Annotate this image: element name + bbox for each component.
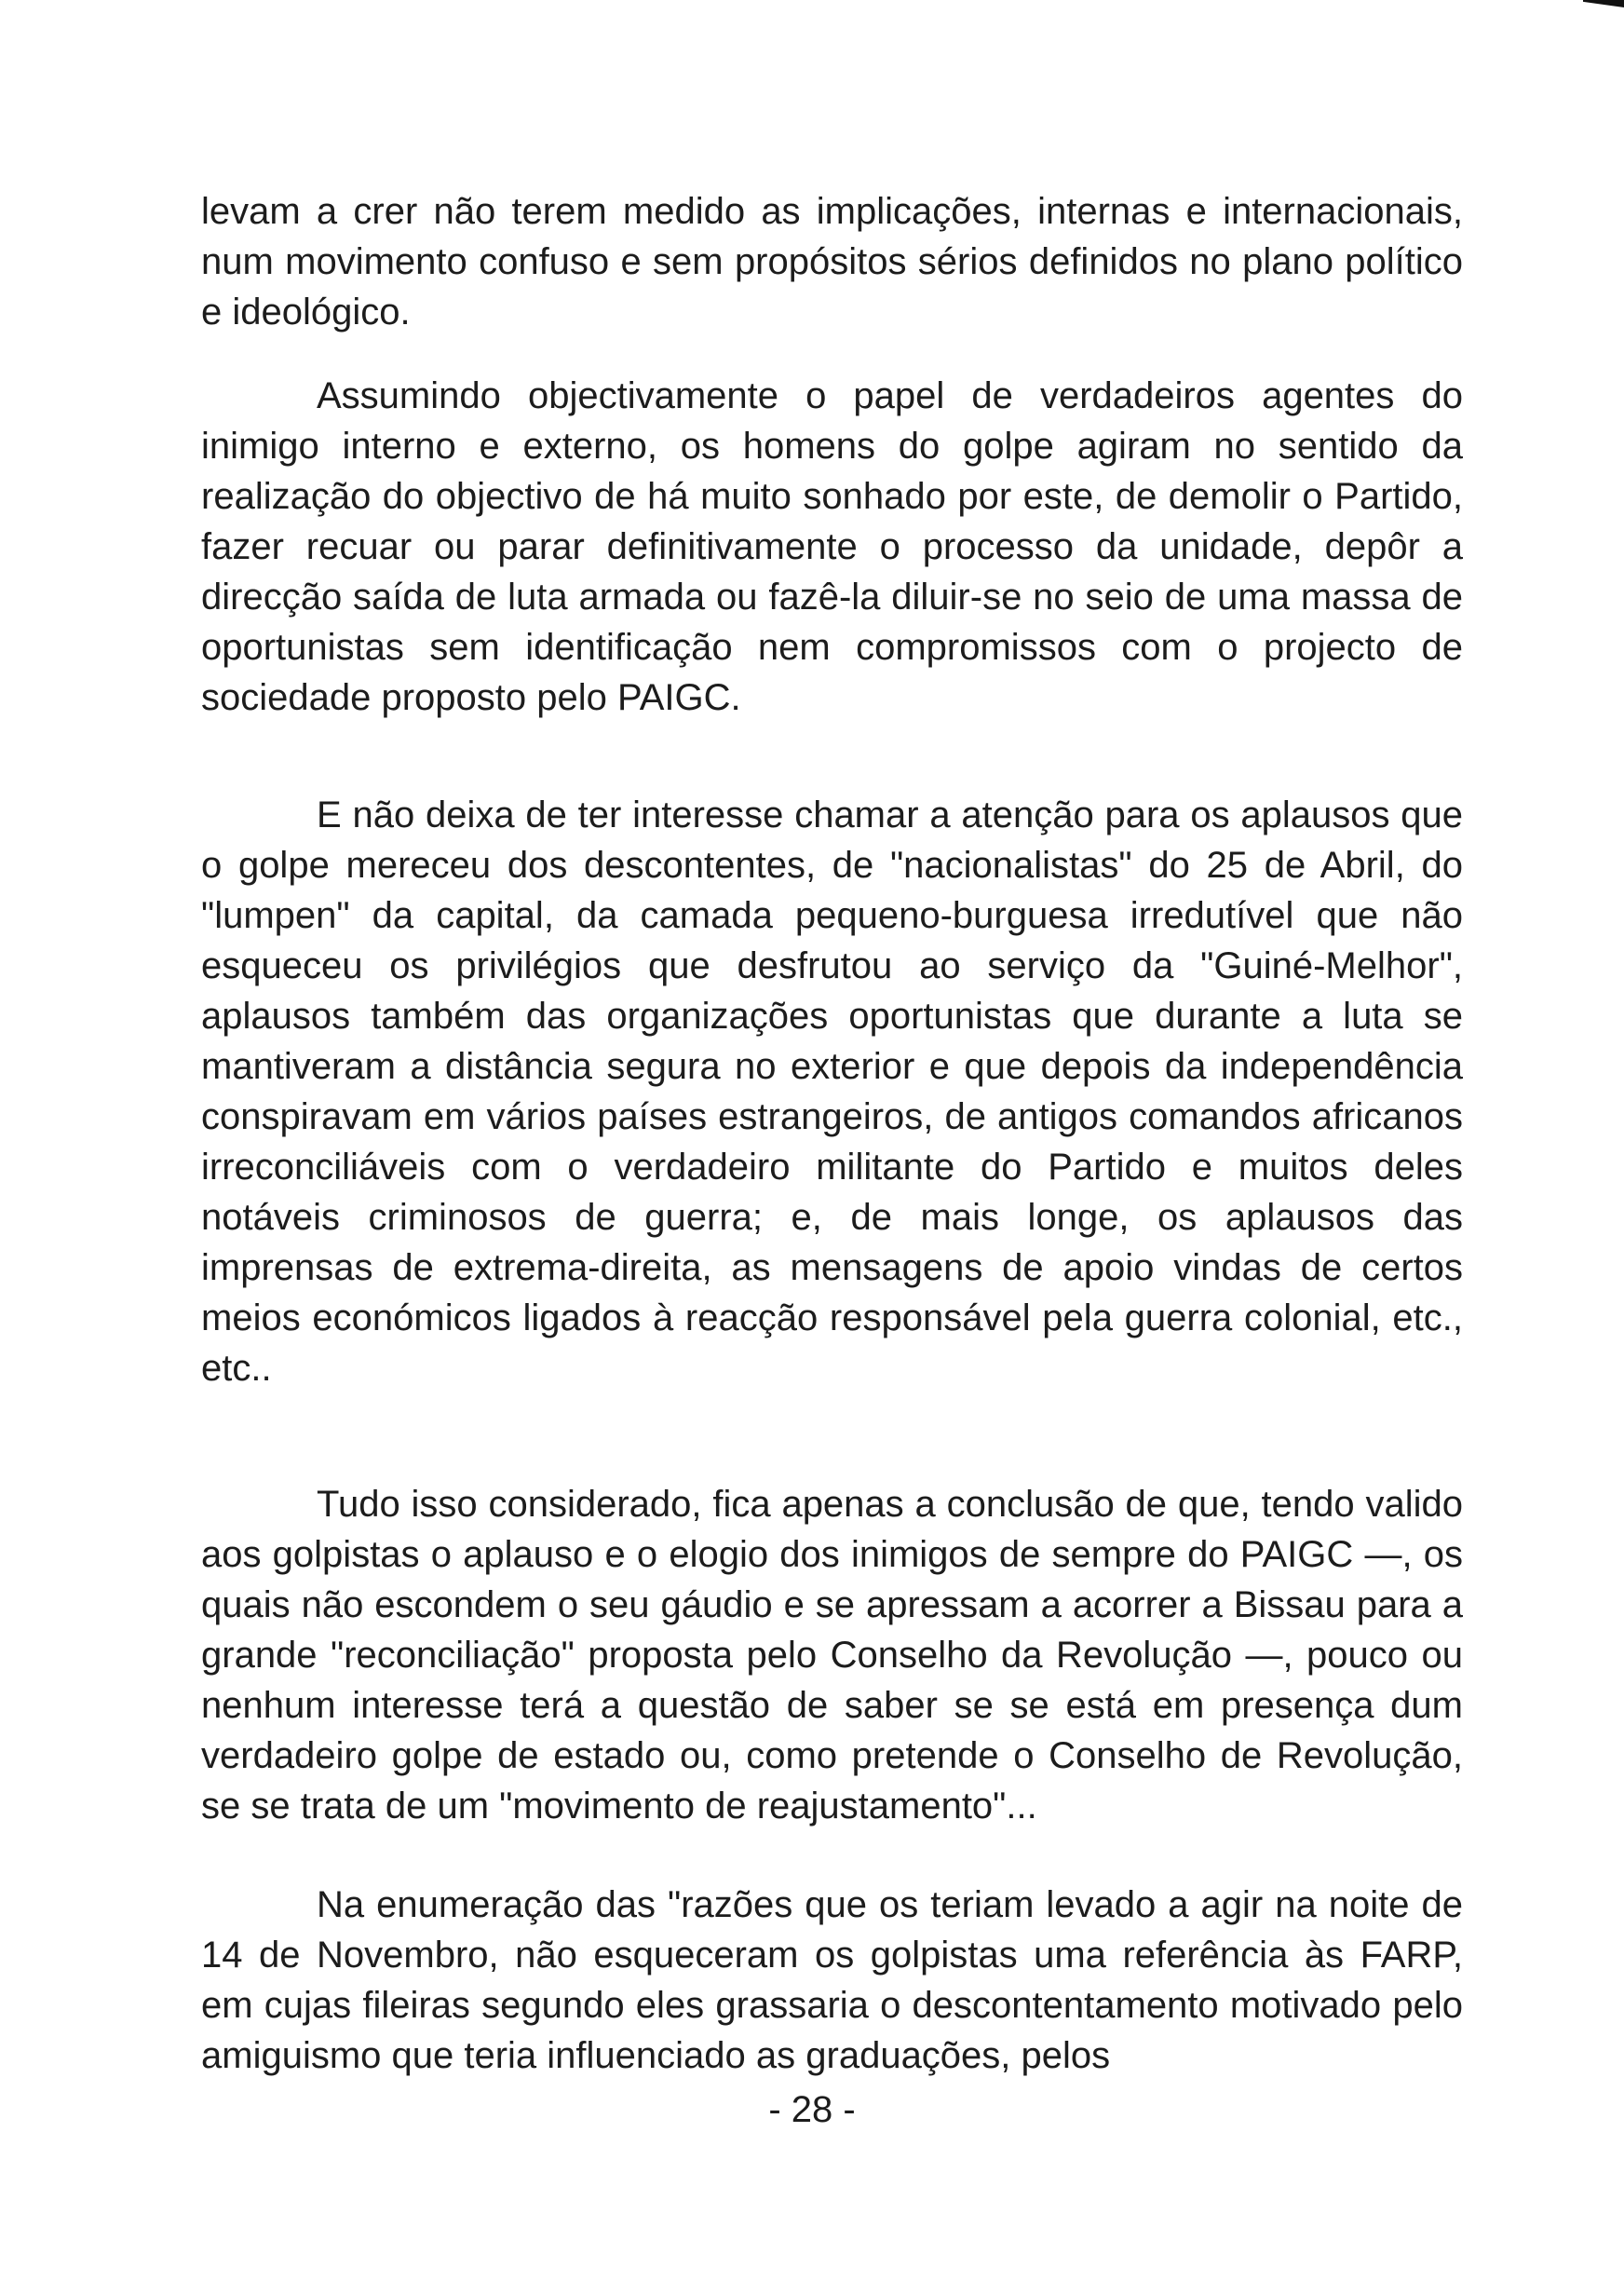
paragraph-5: Na enumeração das "razões que os teriam levado a agir na noite de 14 de Novembro, não esqueceram os golpistas uma referência às FARP, em cujas fileiras segundo eles grassaria o descontentamento motivado pelo amiguismo que teria influenciado as graduações, pelos: [201, 1884, 1463, 2076]
page-number: - 28 -: [768, 2089, 856, 2130]
paragraph-4: Tudo isso considerado, fica apenas a conclusão de que, tendo valido aos golpistas o aplauso e o elogio dos inimigos de sempre do PAIGC —, os quais não escondem o seu gáudio e se apressam a acorrer a Bissau para a grande "reconciliação" proposta pelo Conselho da Revolução —, pouco ou nenhum interesse terá a questão de saber se se está em presença dum verdadeiro golpe de estado ou, como pretende o Conselho de Revolução, se se trata de um "movimento de reajustamento"...: [201, 1484, 1463, 1826]
scan-corner-mark: [1583, 0, 1624, 7]
body-text: [201, 186, 1463, 2081]
paragraph-1: levam a crer não terem medido as implicações, internas e internacionais, num movimento confuso e sem propósitos sérios definidos no plano político e ideológico.: [201, 191, 1463, 333]
paragraph-3: E não deixa de ter interesse chamar a atenção para os aplausos que o golpe mereceu dos descontentes, de "nacionalistas" do 25 de Abril, do "lumpen" da capital, da camada pequeno-burguesa irredutível que não esqueceu os privilégios que desfrutou ao serviço da "Guiné-Melhor", aplausos também das organizações oportunistas que durante a luta se mantiveram a distância segura no exterior e que depois da independência conspiravam em vários países estrangeiros, de antigos comandos africanos irreconciliáveis com o verdadeiro militante do Partido e muitos deles notáveis criminosos de guerra; e, de mais longe, os aplausos das imprensas de extrema-direita, as mensagens de apoio vindas de certos meios económicos ligados à reacção responsável pela guerra colonial, etc., etc..: [201, 794, 1463, 1389]
paragraph-2: Assumindo objectivamente o papel de verdadeiros agentes do inimigo interno e externo, os homens do golpe agiram no sentido da realização do objectivo de há muito sonhado por este, de demolir o Partido, fazer recuar ou parar definitivamente o processo da unidade, depôr a direcção saída de luta armada ou fazê-la diluir-se no seio de uma massa de oportunistas sem identificação nem compromissos com o projecto de sociedade proposto pelo PAIGC.: [201, 375, 1463, 718]
